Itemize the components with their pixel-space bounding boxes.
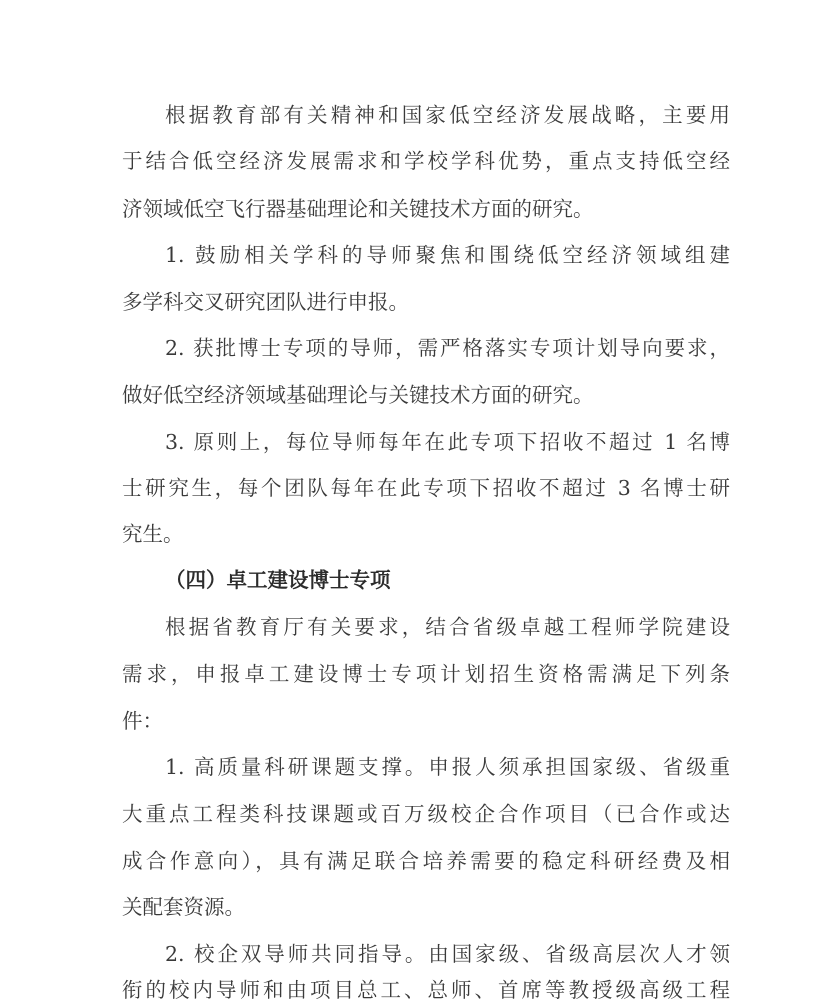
list-item-1-line: 1. 鼓励相关学科的导师聚焦和围绕低空经济领域组建 [165, 243, 730, 267]
list-item-1-line: 多学科交叉研究团队进行申报。 [122, 290, 409, 314]
paragraph-line: 件： [122, 709, 163, 733]
list-item-3-line: 士研究生，每个团队每年在此专项下招收不超过 3 名博士研 [122, 476, 730, 500]
list-item-1-line: 成合作意向），具有满足联合培养需要的稳定科研经费及相 [122, 849, 730, 873]
list-item-3-line: 3. 原则上，每位导师每年在此专项下招收不超过 1 名博 [165, 430, 730, 454]
paragraph-line: 需求，申报卓工建设博士专项计划招生资格需满足下列条 [122, 662, 730, 686]
list-item-2-line: 2. 获批博士专项的导师，需严格落实专项计划导向要求， [165, 336, 730, 360]
paragraph-line: 根据教育部有关精神和国家低空经济发展战略，主要用 [165, 103, 730, 127]
paragraph-line: 根据省教育厅有关要求，结合省级卓越工程师学院建设 [165, 615, 730, 639]
list-item-3-line: 究生。 [122, 522, 184, 546]
list-item-2-line: 衔的校内导师和由项目总工、总师、首席等教授级高级工程 [122, 978, 730, 1002]
list-item-1-line: 1. 高质量科研课题支撑。申报人须承担国家级、省级重 [165, 755, 730, 779]
list-item-1-line: 大重点工程类科技课题或百万级校企合作项目（已合作或达 [122, 802, 730, 826]
paragraph-line: 于结合低空经济发展需求和学校学科优势，重点支持低空经 [122, 149, 730, 173]
list-item-1-line: 关配套资源。 [122, 895, 245, 919]
list-item-2-line: 做好低空经济领域基础理论与关键技术方面的研究。 [122, 383, 594, 407]
section-heading: （四）卓工建设博士专项 [165, 568, 391, 592]
list-item-2-line: 2. 校企双导师共同指导。由国家级、省级高层次人才领 [165, 942, 730, 966]
paragraph-line: 济领域低空飞行器基础理论和关键技术方面的研究。 [122, 197, 594, 221]
